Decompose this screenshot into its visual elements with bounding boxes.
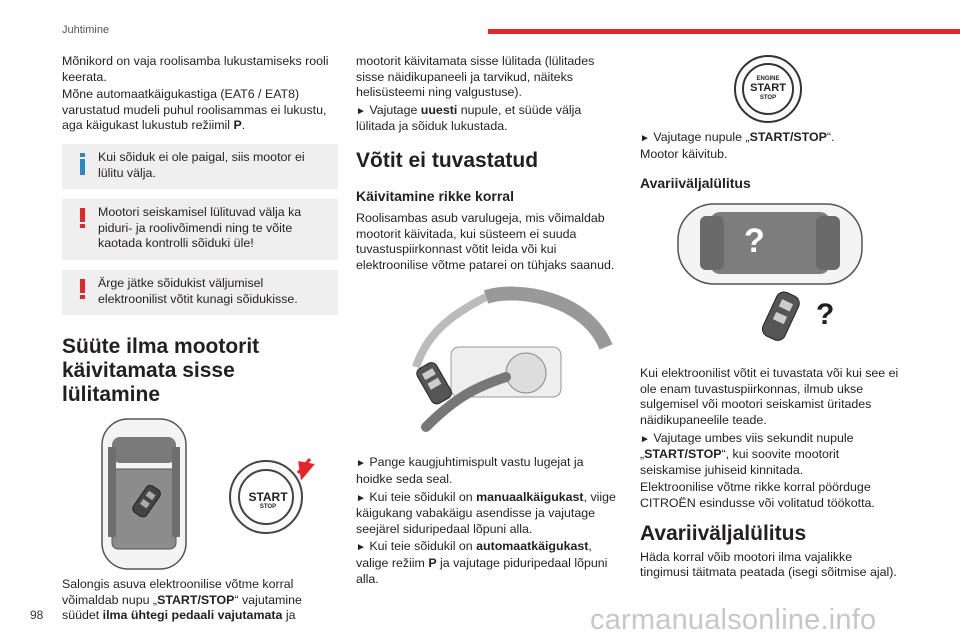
stop-label: STOP xyxy=(759,95,777,101)
start-label: START xyxy=(248,490,288,505)
step: ► Vajutage nupule „START/STOP“. Mootor käivitub. xyxy=(640,130,835,161)
column-3 xyxy=(640,54,902,583)
arrow-icon: ► xyxy=(356,492,366,504)
section-heading: Süüte ilma mootorit käivitamata sisse lülitamine xyxy=(62,335,260,407)
paragraph: Roolisambas asub varulugeja, mis võimaldab mootorit käivitada, kui süsteem ei suuda tuvastuspiirkonnast võtit leida või kui elektroonilise võtme patarei on tühjaks saanud. xyxy=(356,210,615,272)
arrow-icon: ► xyxy=(640,133,650,144)
header-accent-bar xyxy=(488,29,960,34)
engine-start-stop-illustration xyxy=(640,54,902,124)
step: ► Kui teie sõidukil on manuaalkäigukast, viige käigukang vabakäigu asendisse ja vajutage seejärel siduripedaal lõpuni alla. xyxy=(356,489,616,536)
watermark: carmanualsonline.info xyxy=(590,604,877,636)
paragraph: mootorit käivitamata sisse lülitada (lülitades sisse näidikupaneeli ja tarvikud, näiteks helisüsteemi ning valgustuse). xyxy=(356,54,595,100)
paragraph: Häda korral võib mootori ilma vajalikke tingimusi täitmata peatada (isegi sõitmise ajal). xyxy=(640,549,897,580)
question-mark-icon: ? xyxy=(744,222,765,261)
section-title: Juhtimine xyxy=(62,24,110,36)
info-note: Kui sõiduk ei ole paigal, siis mootor ei lülitu välja. xyxy=(62,144,338,189)
car-and-key-icon xyxy=(640,198,902,358)
steering-column-reader-illustration xyxy=(356,277,618,449)
warning-note: Mootori seiskamisel lülituvad välja ka piduri- ja roolivõimendi ning te võite kaotada kontrolli sõiduki üle! xyxy=(62,199,338,260)
info-icon xyxy=(76,150,88,175)
question-mark-icon: ? xyxy=(816,298,835,332)
paragraph: Kui elektroonilist võtit ei tuvastata või kui see ei ole enam tuvastuspiirkonnas, ilmub ukse sulgemisel või mootori seiskamist üritades näidikupaneelile teade. xyxy=(640,366,899,427)
key-not-detected-illustration xyxy=(640,198,902,358)
column-2 xyxy=(356,54,618,589)
warning-icon xyxy=(76,276,88,299)
subheading: Käivitamine rikke korral xyxy=(356,187,514,204)
step: ► Vajutage umbes viis sekundit nupule „START/STOP“, kui soovite mootorit seiskamise juhiseid kinnitada. xyxy=(640,430,854,477)
warning-note: Ärge jätke sõidukist väljumisel elektroonilist võtit kunagi sõidukisse. xyxy=(62,270,338,315)
step: ► Pange kaugjuhtimispult vastu lugejat ja hoidke seda seal. xyxy=(356,455,584,486)
step: ► Kui teie sõidukil on automaatkäigukast, valige režiim P ja vajutage piduripedaal lõpuni alla. xyxy=(356,539,608,586)
step: ► Vajutage uuesti nupule, et süüde välja lülitada ja sõiduk lukustada. xyxy=(356,102,582,134)
paragraph: Mõnikord on vaja roolisamba lukustamiseks rooli keerata. xyxy=(62,54,329,84)
paragraph: Mõne automaatkäigukastiga (EAT6 / EAT8) varustatud mudeli puhul roolisammas ei lukustu, aga käigukast lukustub režiimil P. xyxy=(62,87,327,133)
start-label: START xyxy=(750,82,786,94)
paragraph: Salongis asuva elektroonilise võtme korral võimaldab nupu „START/STOP“ vajutamine süüdet ilma ühtegi pedaali vajutamata ja xyxy=(62,577,302,623)
arrow-icon: ► xyxy=(356,458,366,470)
section-heading: Avariiväljalülitus xyxy=(640,521,807,545)
paragraph: Elektroonilise võtme rikke korral pöörduge CITROËN esindusse või volitatud töökotta. xyxy=(640,480,875,510)
arrow-icon: ► xyxy=(640,433,650,445)
subheading: Avariiväljalülitus xyxy=(640,175,751,192)
arrow-icon: ► xyxy=(356,542,366,554)
section-heading: Võtit ei tuvastatud xyxy=(356,148,539,172)
stop-label: STOP xyxy=(259,504,277,511)
page-number: 98 xyxy=(30,608,44,622)
warning-icon xyxy=(76,205,88,228)
illustration-keyless-start xyxy=(62,407,338,577)
engine-label: ENGINE xyxy=(756,76,780,82)
arrow-icon: ► xyxy=(356,105,366,117)
column-1 xyxy=(62,54,338,626)
